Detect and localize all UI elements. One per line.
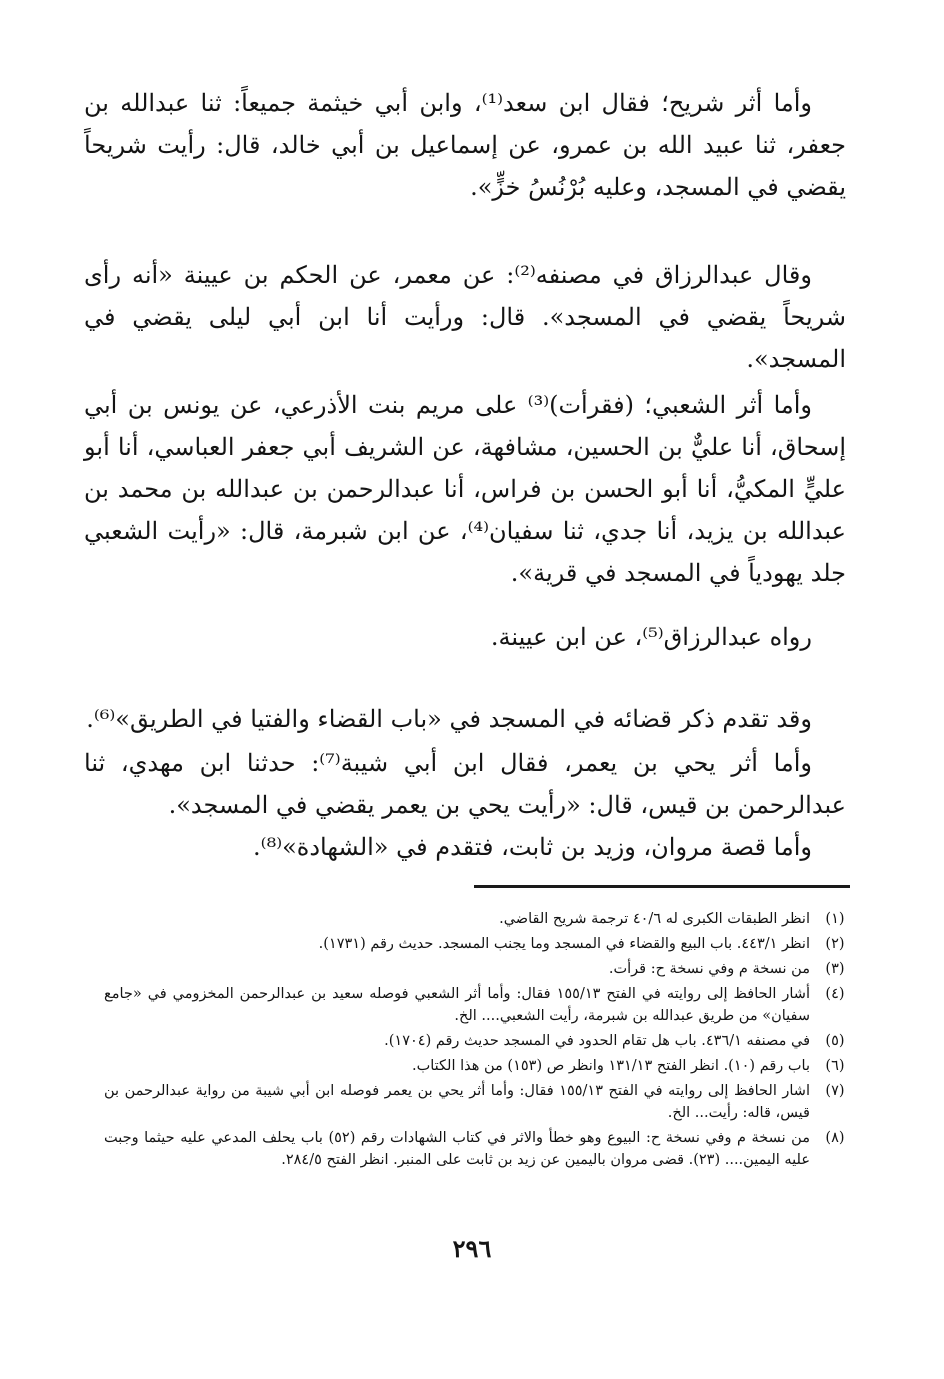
paragraph-text: وأما أثر يحي بن يعمر، فقال ابن أبي شيبة⁽⁷⁾: حدثنا ابن مهدي، ثنا عبدالرحمن بن قيس، قال: «رأيت يحي بن يعمر يقضي في المسجد». <box>84 749 846 819</box>
footnote <box>104 983 860 1027</box>
footnote-text: من نسخة م وفي نسخة ح: البيوع وهو خطأ والاثر في كتاب الشهادات رقم (٥٢) باب يحلف المدعي عليه حيثما وجبت عليه اليمين.... (٢٣). قضى مروان باليمين عن زيد بن ثابت على المنبر. انظر الفتح ٢٨٤/٥. <box>104 1130 810 1168</box>
paragraph-marwan <box>84 826 846 868</box>
paragraph-shabi <box>84 384 846 594</box>
paragraph-yahya <box>84 742 846 826</box>
footnote <box>104 958 860 980</box>
footnote-number: (٥) <box>825 1033 845 1049</box>
footnote-number: (٤) <box>825 986 845 1002</box>
page-number: ٢٩٦ <box>452 1234 492 1263</box>
paragraph-text: وأما قصة مروان، وزيد بن ثابت، فتقدم في «الشهادة»⁽⁸⁾. <box>253 833 812 861</box>
paragraph-qada <box>84 698 846 740</box>
paragraph-text: وأما أثر الشعبي؛ (فقرأت)⁽³⁾ على مريم بنت الأذرعي، عن يونس بن أبي إسحاق، أنا عليٌّ بن الحسين، مشافهة، عن الشريف أبي جعفر العباسي، أنا أبو عليٍّ المكيُّ، أنا أبو الحسن بن فراس، أنا عبدالرحمن بن عبدالله بن محمد بن عبدالله بن يزيد، أنا جدي، ثنا سفيان⁽⁴⁾، عن ابن شبرمة، قال: «رأيت الشعبي جلد يهودياً في المسجد في قرية». <box>84 391 846 587</box>
footnote-number: (٣) <box>825 961 845 977</box>
footnote <box>104 908 860 930</box>
footnote-text: أشار الحافظ إلى روايته في الفتح ١٥٥/١٣ فقال: وأما أثر الشعبي فوصله سعيد بن عبدالرحمن المخزومي في «جامع سفيان» من طريق عبدالله بن شبرمة، رأيت الشعبي.... الخ. <box>104 986 810 1024</box>
footnote-text: اشار الحافظ إلى روايته في الفتح ١٥٥/١٣ فقال: وأما أثر يحي بن يعمر فوصله ابن أبي شيبة من رواية عبدالرحمن بن قيس، قاله: رأيت... الخ. <box>104 1083 810 1121</box>
footnote-text: من نسخة م وفي نسخة ح: قرأت. <box>608 961 810 977</box>
paragraph-text: وقد تقدم ذكر قضائه في المسجد في «باب القضاء والفتيا في الطريق»⁽⁶⁾. <box>86 705 812 733</box>
footnote <box>104 1080 860 1124</box>
footnote <box>104 1127 860 1171</box>
footnotes <box>104 908 860 1174</box>
paragraph-text: وقال عبدالرزاق في مصنفه⁽²⁾: عن معمر، عن الحكم بن عيينة «أنه رأى شريحاً يقضي في المسجد». قال: ورأيت أنا ابن أبي ليلى يقضي في المسجد». <box>84 261 846 373</box>
footnote-divider <box>474 885 850 888</box>
footnote <box>104 933 860 955</box>
paragraph-abdulrazzaq <box>84 254 846 380</box>
footnote-text: باب رقم (١٠). انظر الفتح ١٣١/١٣ وانظر ص (١٥٣) من هذا الكتاب. <box>411 1058 810 1074</box>
footnote-number: (٢) <box>825 936 845 952</box>
footnote-text: انظر الطبقات الكبرى له ٤٠/٦ ترجمة شريح القاضي. <box>499 911 810 927</box>
paragraph-text: رواه عبدالرزاق⁽⁵⁾، عن ابن عيينة. <box>490 623 812 651</box>
paragraph-riwayah <box>84 616 846 658</box>
paragraph-text: وأما أثر شريح؛ فقال ابن سعد⁽¹⁾، وابن أبي خيثمة جميعاً: ثنا عبدالله بن جعفر، ثنا عبيد الله بن عمرو، عن إسماعيل بن أبي خالد، قال: رأيت شريحاً يقضي في المسجد، وعليه بُرْنُسُ خزٍّ». <box>84 89 846 201</box>
footnote-text: انظر ٤٤٣/١. باب البيع والقضاء في المسجد وما يجنب المسجد. حديث رقم (١٧٣١). <box>318 936 810 952</box>
footnote-number: (٦) <box>825 1058 845 1074</box>
footnote <box>104 1030 860 1052</box>
footnote <box>104 1055 860 1077</box>
paragraph-shurayh <box>84 82 846 208</box>
footnote-text: في مصنفه ٤٣٦/١. باب هل تقام الحدود في المسجد حديث رقم (١٧٠٤). <box>384 1033 810 1049</box>
footnote-number: (١) <box>825 911 845 927</box>
footnote-number: (٧) <box>825 1083 845 1099</box>
footnote-number: (٨) <box>825 1130 845 1146</box>
